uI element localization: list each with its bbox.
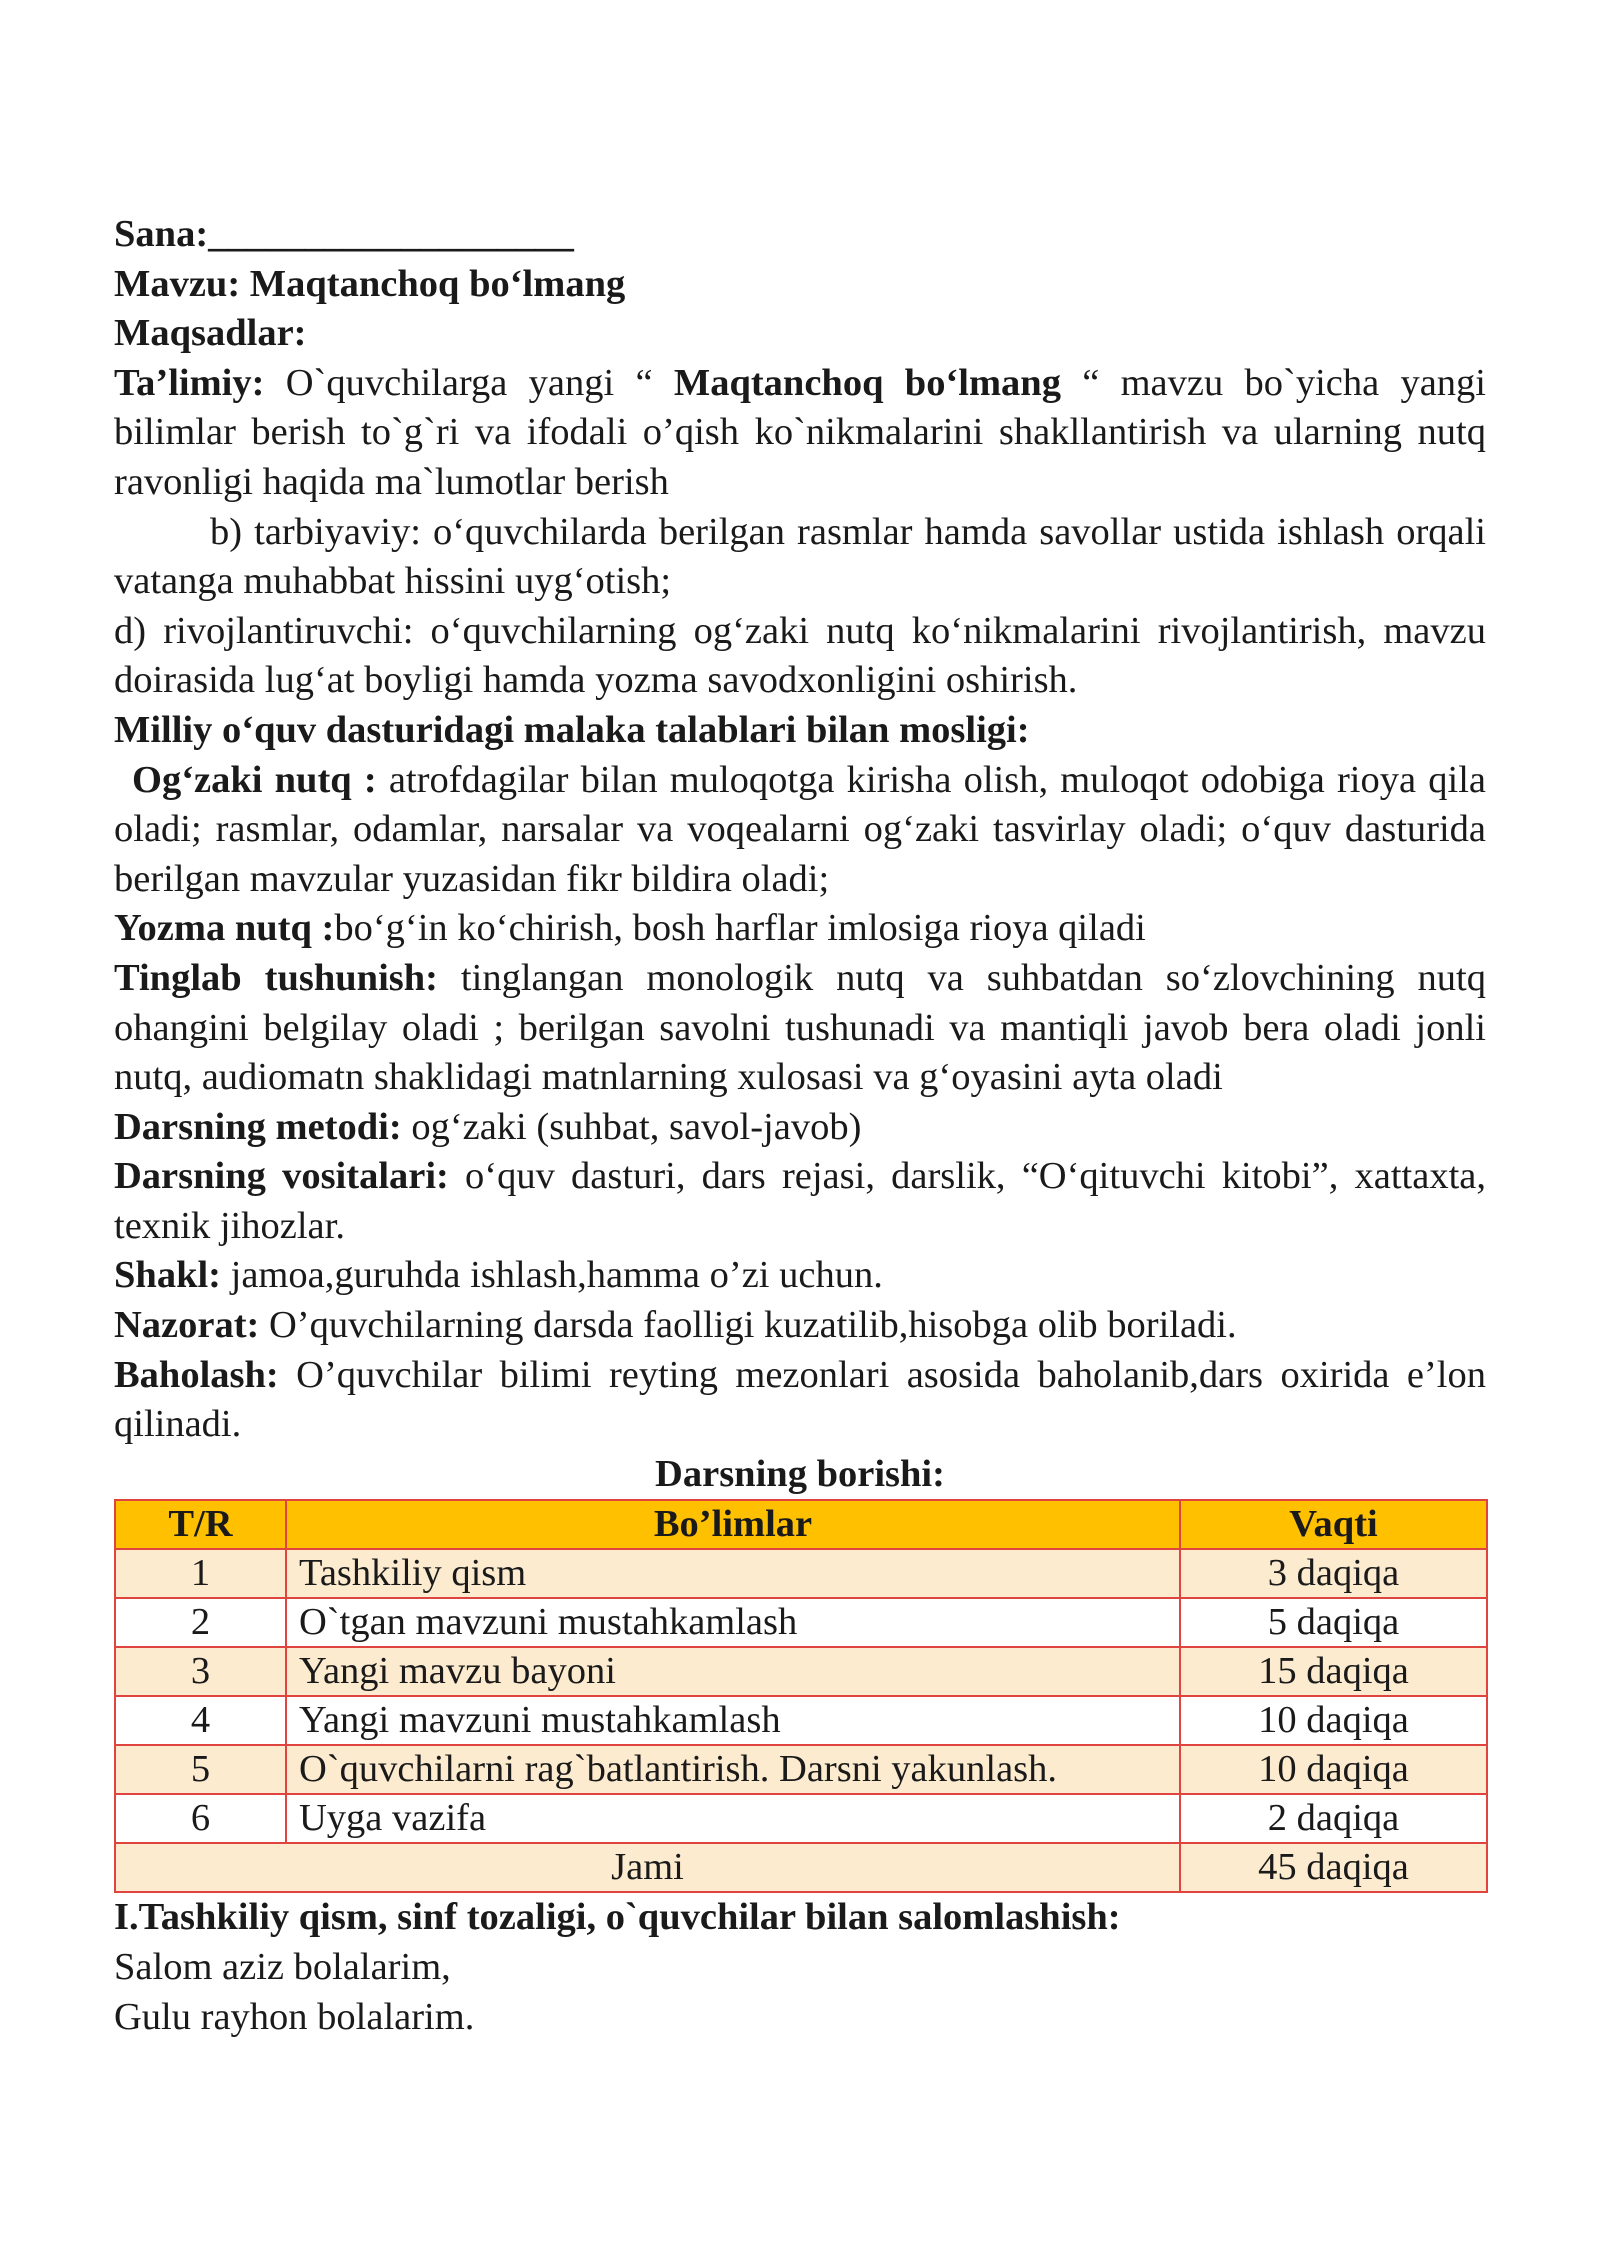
written-label: Yozma nutq : xyxy=(114,907,335,950)
oral-label: Og‘zaki nutq : xyxy=(132,758,377,801)
topic-title: Maqtanchoq bo‘lmang xyxy=(249,262,626,305)
control-line: Nazorat: O’quvchilarning darsda faolligi kuzatilib,hisobga olib boriladi. xyxy=(114,1304,1237,1347)
table-header-row xyxy=(115,1500,1487,1549)
table-row: 1 Tashkiliy qism 3 daqiqa xyxy=(115,1549,1487,1598)
assessment-label: Baholash: xyxy=(114,1353,279,1396)
table-row: 6 Uyga vazifa 2 daqiqa xyxy=(115,1794,1487,1843)
header-time: Vaqti xyxy=(1180,1500,1487,1549)
method-label: Darsning metodi: xyxy=(114,1105,402,1148)
progress-title: Darsning borishi: xyxy=(655,1452,945,1495)
date-blank: ___________________ xyxy=(208,213,574,255)
header-tr: T/R xyxy=(115,1500,286,1549)
goals-heading: Maqsadlar: xyxy=(114,312,307,355)
lesson-plan-page xyxy=(114,210,1486,2042)
listening-comprehension: Tinglab tushunish: tinglangan monologik nutq va suhbatdan so‘zlovchining nutq ohangini belgilay oladi ; berilgan savolni tushunadi va mantiqli javob bera oladi jonli nutq, audiomatn shaklidagi matnlarning xulosasi va g‘oyasini ayta oladi xyxy=(114,956,1486,1099)
developmental-goal: d) rivojlantiruvchi: o‘quvchilarning og‘zaki nutq ko‘nikmalarini rivojlantirish, mavzu doirasida lug‘at boyligi hamda yozma savodxonligini oshirish. xyxy=(114,609,1486,702)
educational-label: Ta’limiy: xyxy=(114,361,265,404)
topic-label: Mavzu: xyxy=(114,262,241,305)
oral-speech: Og‘zaki nutq : atrofdagilar bilan muloqotga kirisha olish, muloqot odobiga rioya qila oladi; rasmlar, odamlar, narsalar va voqealarni og‘zaki tasvirlay oladi; o‘quv dasturida berilgan mavzular yuzasidan fikr bildira oladi; xyxy=(114,758,1486,900)
tools-label: Darsning vositalari: xyxy=(114,1155,449,1198)
table-row: 3 Yangi mavzu bayoni 15 daqiqa xyxy=(115,1647,1487,1696)
tools-line: Darsning vositalari: o‘quv dasturi, dars rejasi, darslik, “O‘qituvchi kitobi”, xattaxta, texnik jihozlar. xyxy=(114,1155,1486,1247)
table-row: 2 O`tgan mavzuni mustahkamlash 5 daqiqa xyxy=(115,1598,1487,1647)
total-time: 45 daqiqa xyxy=(1180,1843,1487,1892)
assessment-line: Baholash: O’quvchilar bilimi reyting mezonlari asosida baholanib,dars oxirida e’lon qilinadi. xyxy=(114,1353,1486,1446)
form-line: Shakl: jamoa,guruhda ishlash,hamma o’zi uchun. xyxy=(114,1254,883,1297)
table-total-row xyxy=(115,1843,1487,1892)
educational-goal: Ta’limiy: O`quvchilarga yangi “ Maqtanchoq bo‘lmang “ mavzu bo`yicha yangi bilimlar berish to`g`ri va ifodali o’qish ko`nikmalarini shakllantirish va ularning nutq ravonligi haqida ma`lumotlar berish xyxy=(114,361,1487,503)
form-label: Shakl: xyxy=(114,1254,222,1297)
date-line xyxy=(114,210,1486,260)
standards-heading: Milliy o‘quv dasturidagi malaka talablari bilan mosligi: xyxy=(114,708,1030,751)
total-label: Jami xyxy=(115,1843,1180,1892)
table-row: 4 Yangi mavzuni mustahkamlash 10 daqiqa xyxy=(115,1696,1487,1745)
method-line: Darsning metodi: og‘zaki (suhbat, savol-javob) xyxy=(114,1105,862,1148)
written-speech: Yozma nutq :bo‘g‘in ko‘chirish, bosh harflar imlosiga rioya qiladi xyxy=(114,907,1146,950)
listening-label: Tinglab tushunish: xyxy=(114,956,438,999)
control-label: Nazorat: xyxy=(114,1304,260,1347)
upbringing-goal: b) tarbiyaviy: o‘quvchilarda berilgan rasmlar hamda savollar ustida ishlash orqali vatanga muhabbat hissini uyg‘otish; xyxy=(114,510,1486,603)
greeting-line-2: Gulu rayhon bolalarim. xyxy=(114,1995,475,2038)
organizational-heading: I.Tashkiliy qism, sinf tozaligi, o`quvchilar bilan salomlashish: xyxy=(114,1896,1121,1939)
topic-line xyxy=(114,260,1486,310)
header-sections: Bo’limlar xyxy=(286,1500,1180,1549)
date-label: Sana: xyxy=(114,213,209,255)
educational-topic: Maqtanchoq bo‘lmang xyxy=(673,361,1061,404)
greeting-line-1: Salom aziz bolalarim, xyxy=(114,1946,451,1989)
table-row: 5 O`quvchilarni rag`batlantirish. Darsni yakunlash. 10 daqiqa xyxy=(115,1745,1487,1794)
lesson-progress-table xyxy=(114,1499,1488,1893)
